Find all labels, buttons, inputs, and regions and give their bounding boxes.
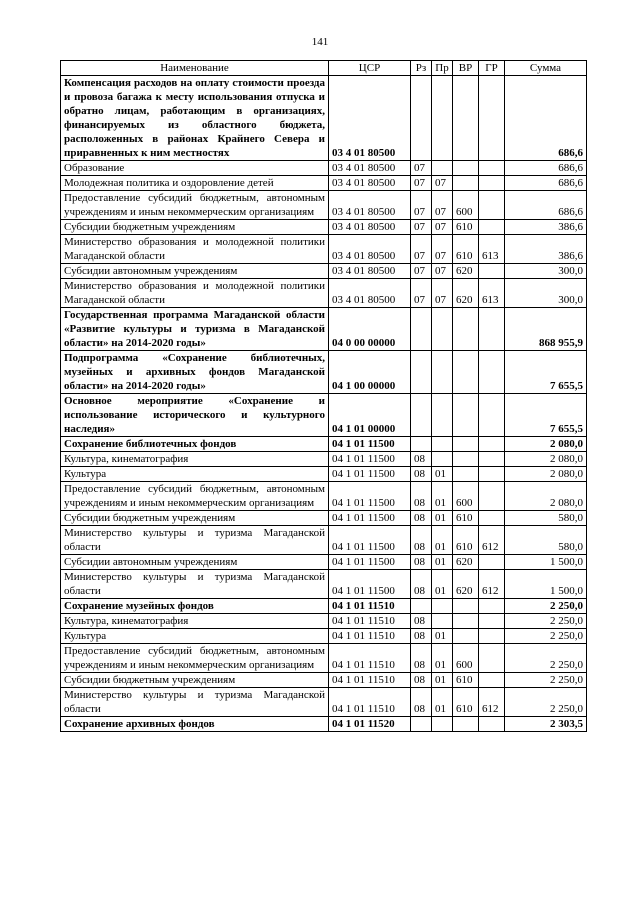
cell-gr	[479, 308, 505, 351]
cell-csr: 03 4 01 80500	[329, 161, 411, 176]
cell-gr: 613	[479, 279, 505, 308]
cell-rz: 08	[411, 482, 432, 511]
cell-rz: 07	[411, 161, 432, 176]
cell-sum: 686,6	[505, 176, 587, 191]
cell-name: Молодежная политика и оздоровление детей	[61, 176, 329, 191]
cell-csr: 03 4 01 80500	[329, 264, 411, 279]
cell-sum: 7 655,5	[505, 351, 587, 394]
table-row	[61, 511, 587, 526]
cell-name: Сохранение музейных фондов	[61, 599, 329, 614]
header-name: Наименование	[61, 61, 329, 76]
cell-vr	[453, 717, 479, 732]
table-row	[61, 235, 587, 264]
cell-vr	[453, 467, 479, 482]
table-row	[61, 191, 587, 220]
cell-sum: 580,0	[505, 511, 587, 526]
cell-csr: 03 4 01 80500	[329, 176, 411, 191]
cell-pr: 07	[432, 176, 453, 191]
table-row	[61, 394, 587, 437]
cell-csr: 04 1 01 11500	[329, 467, 411, 482]
cell-gr	[479, 467, 505, 482]
header-rz: Рз	[411, 61, 432, 76]
cell-rz: 08	[411, 688, 432, 717]
cell-rz: 07	[411, 264, 432, 279]
cell-vr	[453, 161, 479, 176]
cell-pr	[432, 351, 453, 394]
cell-pr: 01	[432, 555, 453, 570]
table-body	[61, 76, 587, 732]
cell-gr	[479, 161, 505, 176]
cell-vr	[453, 452, 479, 467]
cell-sum: 300,0	[505, 264, 587, 279]
cell-csr: 03 4 01 80500	[329, 191, 411, 220]
cell-name: Сохранение архивных фондов	[61, 717, 329, 732]
cell-name: Подпрограмма «Сохранение библиотечных, музейных и архивных фондов Магаданской области» на 2014-2020 годы»	[61, 351, 329, 394]
cell-sum: 2 303,5	[505, 717, 587, 732]
cell-pr: 07	[432, 220, 453, 235]
cell-csr: 04 1 01 11510	[329, 644, 411, 673]
cell-name: Министерство культуры и туризма Магаданской области	[61, 688, 329, 717]
cell-pr: 01	[432, 629, 453, 644]
table-row	[61, 279, 587, 308]
cell-rz: 08	[411, 526, 432, 555]
cell-csr: 04 1 01 11500	[329, 555, 411, 570]
cell-name: Государственная программа Магаданской области «Развитие культуры и туризма в Магаданской области» на 2014-2020 годы»	[61, 308, 329, 351]
cell-pr: 07	[432, 235, 453, 264]
cell-vr	[453, 437, 479, 452]
cell-csr: 04 1 01 11510	[329, 599, 411, 614]
cell-sum: 868 955,9	[505, 308, 587, 351]
cell-vr	[453, 351, 479, 394]
table-row	[61, 673, 587, 688]
cell-sum: 386,6	[505, 220, 587, 235]
cell-vr	[453, 629, 479, 644]
cell-vr: 610	[453, 673, 479, 688]
cell-vr	[453, 308, 479, 351]
cell-name: Субсидии автономным учреждениям	[61, 555, 329, 570]
cell-gr: 612	[479, 688, 505, 717]
cell-pr: 07	[432, 191, 453, 220]
cell-sum: 2 250,0	[505, 688, 587, 717]
cell-pr	[432, 452, 453, 467]
cell-pr: 01	[432, 467, 453, 482]
cell-sum: 2 080,0	[505, 437, 587, 452]
table-row	[61, 76, 587, 161]
cell-rz	[411, 394, 432, 437]
cell-rz: 08	[411, 467, 432, 482]
cell-sum: 1 500,0	[505, 570, 587, 599]
cell-sum: 2 250,0	[505, 614, 587, 629]
page-number: 141	[311, 36, 329, 48]
cell-csr: 04 1 01 11500	[329, 437, 411, 452]
cell-sum: 386,6	[505, 235, 587, 264]
cell-gr	[479, 673, 505, 688]
cell-name: Министерство культуры и туризма Магаданской области	[61, 526, 329, 555]
cell-vr: 620	[453, 264, 479, 279]
cell-vr: 620	[453, 279, 479, 308]
cell-sum: 2 080,0	[505, 452, 587, 467]
cell-rz: 08	[411, 614, 432, 629]
table-row	[61, 452, 587, 467]
cell-rz: 08	[411, 570, 432, 599]
cell-vr	[453, 599, 479, 614]
cell-name: Культура	[61, 467, 329, 482]
cell-gr	[479, 176, 505, 191]
cell-vr	[453, 76, 479, 161]
cell-name: Сохранение библиотечных фондов	[61, 437, 329, 452]
cell-vr	[453, 394, 479, 437]
cell-rz	[411, 76, 432, 161]
cell-name: Субсидии бюджетным учреждениям	[61, 511, 329, 526]
cell-pr: 01	[432, 673, 453, 688]
cell-csr: 04 1 01 11500	[329, 570, 411, 599]
cell-pr: 01	[432, 511, 453, 526]
cell-pr	[432, 76, 453, 161]
table-row	[61, 688, 587, 717]
cell-vr: 610	[453, 235, 479, 264]
cell-sum: 2 080,0	[505, 467, 587, 482]
cell-csr: 04 1 01 11500	[329, 526, 411, 555]
cell-vr: 600	[453, 644, 479, 673]
cell-rz: 07	[411, 176, 432, 191]
cell-csr: 04 0 00 00000	[329, 308, 411, 351]
cell-rz: 08	[411, 555, 432, 570]
cell-rz: 07	[411, 220, 432, 235]
header-pr: Пр	[432, 61, 453, 76]
cell-pr	[432, 161, 453, 176]
cell-pr: 01	[432, 526, 453, 555]
cell-rz: 08	[411, 629, 432, 644]
cell-name: Субсидии автономным учреждениям	[61, 264, 329, 279]
cell-rz	[411, 437, 432, 452]
cell-gr	[479, 599, 505, 614]
cell-csr: 04 1 01 11500	[329, 511, 411, 526]
cell-name: Основное мероприятие «Сохранение и использование исторического и культурного наследия»	[61, 394, 329, 437]
cell-rz: 07	[411, 235, 432, 264]
cell-rz: 07	[411, 191, 432, 220]
cell-gr	[479, 555, 505, 570]
cell-csr: 04 1 01 11510	[329, 673, 411, 688]
cell-pr: 01	[432, 644, 453, 673]
cell-gr	[479, 264, 505, 279]
cell-name: Образование	[61, 161, 329, 176]
cell-pr: 07	[432, 264, 453, 279]
cell-vr: 620	[453, 555, 479, 570]
cell-name: Министерство образования и молодежной политики Магаданской области	[61, 279, 329, 308]
cell-vr: 600	[453, 191, 479, 220]
budget-table	[60, 60, 587, 732]
header-csr: ЦСР	[329, 61, 411, 76]
cell-csr: 03 4 01 80500	[329, 220, 411, 235]
header-sum: Сумма	[505, 61, 587, 76]
table-row	[61, 437, 587, 452]
cell-csr: 04 1 01 11510	[329, 688, 411, 717]
table-row	[61, 467, 587, 482]
cell-csr: 03 4 01 80500	[329, 279, 411, 308]
table-row	[61, 176, 587, 191]
cell-rz: 08	[411, 511, 432, 526]
cell-pr	[432, 599, 453, 614]
cell-gr	[479, 220, 505, 235]
cell-rz	[411, 351, 432, 394]
table-row	[61, 570, 587, 599]
cell-name: Культура, кинематография	[61, 614, 329, 629]
cell-sum: 580,0	[505, 526, 587, 555]
table-row	[61, 614, 587, 629]
cell-gr	[479, 614, 505, 629]
cell-name: Культура, кинематография	[61, 452, 329, 467]
cell-sum: 2 080,0	[505, 482, 587, 511]
cell-sum: 2 250,0	[505, 644, 587, 673]
cell-csr: 03 4 01 80500	[329, 235, 411, 264]
cell-sum: 2 250,0	[505, 599, 587, 614]
cell-vr	[453, 614, 479, 629]
cell-pr: 01	[432, 688, 453, 717]
cell-gr: 612	[479, 526, 505, 555]
cell-rz: 08	[411, 673, 432, 688]
cell-sum: 686,6	[505, 161, 587, 176]
cell-rz: 07	[411, 279, 432, 308]
cell-rz: 08	[411, 644, 432, 673]
table-row	[61, 161, 587, 176]
cell-rz	[411, 717, 432, 732]
cell-pr: 07	[432, 279, 453, 308]
cell-rz: 08	[411, 452, 432, 467]
cell-csr: 04 1 01 00000	[329, 394, 411, 437]
table-row	[61, 717, 587, 732]
cell-name: Субсидии бюджетным учреждениям	[61, 673, 329, 688]
cell-csr: 04 1 01 11510	[329, 614, 411, 629]
cell-pr: 01	[432, 482, 453, 511]
cell-vr: 610	[453, 526, 479, 555]
cell-gr	[479, 452, 505, 467]
cell-rz	[411, 599, 432, 614]
cell-name: Министерство культуры и туризма Магаданской области	[61, 570, 329, 599]
header-gr: ГР	[479, 61, 505, 76]
cell-csr: 04 1 01 11510	[329, 629, 411, 644]
table-row	[61, 555, 587, 570]
cell-pr	[432, 614, 453, 629]
cell-csr: 04 1 01 11500	[329, 452, 411, 467]
cell-csr: 04 1 01 11520	[329, 717, 411, 732]
cell-pr	[432, 437, 453, 452]
table-row	[61, 482, 587, 511]
cell-gr: 613	[479, 235, 505, 264]
cell-sum: 2 250,0	[505, 629, 587, 644]
table-row	[61, 599, 587, 614]
cell-vr: 620	[453, 570, 479, 599]
table-row	[61, 526, 587, 555]
cell-name: Культура	[61, 629, 329, 644]
table-row	[61, 220, 587, 235]
table-row	[61, 264, 587, 279]
cell-csr: 04 1 01 11500	[329, 482, 411, 511]
cell-gr	[479, 437, 505, 452]
cell-name: Компенсация расходов на оплату стоимости проезда и провоза багажа к месту использования отпуска и обратно лицам, работающим в организациях, финансируемых из областного бюджета, расположенных в районах Крайнего Севера и приравненных к ним местностях	[61, 76, 329, 161]
cell-gr	[479, 717, 505, 732]
cell-sum: 686,6	[505, 76, 587, 161]
cell-gr: 612	[479, 570, 505, 599]
cell-gr	[479, 511, 505, 526]
cell-sum: 2 250,0	[505, 673, 587, 688]
cell-name: Предоставление субсидий бюджетным, автономным учреждениям и иным некоммерческим организациям	[61, 482, 329, 511]
cell-name: Субсидии бюджетным учреждениям	[61, 220, 329, 235]
cell-vr: 600	[453, 482, 479, 511]
cell-csr: 04 1 00 00000	[329, 351, 411, 394]
cell-sum: 1 500,0	[505, 555, 587, 570]
cell-sum: 300,0	[505, 279, 587, 308]
cell-pr	[432, 308, 453, 351]
cell-pr: 01	[432, 570, 453, 599]
cell-name: Предоставление субсидий бюджетным, автономным учреждениям и иным некоммерческим организациям	[61, 644, 329, 673]
cell-gr	[479, 351, 505, 394]
cell-gr	[479, 394, 505, 437]
cell-vr: 610	[453, 220, 479, 235]
cell-sum: 686,6	[505, 191, 587, 220]
cell-pr	[432, 394, 453, 437]
cell-name: Предоставление субсидий бюджетным, автономным учреждениям и иным некоммерческим организациям	[61, 191, 329, 220]
cell-csr: 03 4 01 80500	[329, 76, 411, 161]
table-row	[61, 644, 587, 673]
header-vr: ВР	[453, 61, 479, 76]
cell-vr: 610	[453, 511, 479, 526]
cell-sum: 7 655,5	[505, 394, 587, 437]
cell-gr	[479, 644, 505, 673]
table-row	[61, 351, 587, 394]
cell-rz	[411, 308, 432, 351]
cell-gr	[479, 191, 505, 220]
table-row	[61, 308, 587, 351]
table-row	[61, 629, 587, 644]
cell-vr: 610	[453, 688, 479, 717]
cell-vr	[453, 176, 479, 191]
cell-pr	[432, 717, 453, 732]
cell-name: Министерство образования и молодежной политики Магаданской области	[61, 235, 329, 264]
cell-gr	[479, 76, 505, 161]
cell-gr	[479, 482, 505, 511]
table-header-row	[61, 61, 587, 76]
cell-gr	[479, 629, 505, 644]
